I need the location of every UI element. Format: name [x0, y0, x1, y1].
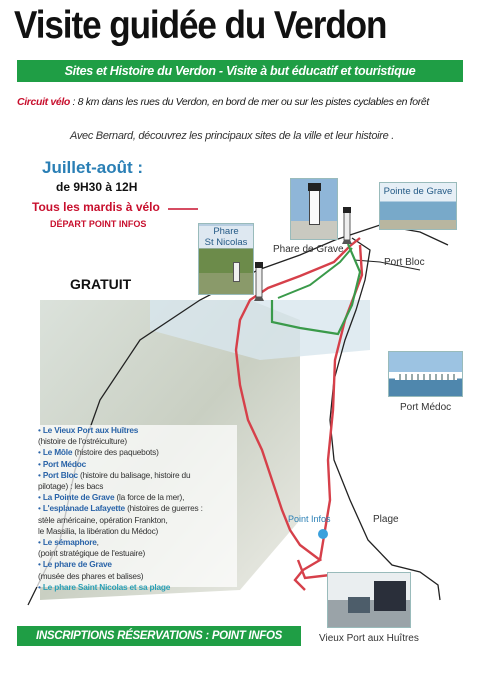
lighthouse-photo-top — [308, 183, 321, 191]
list-item: (histoire de l'ostréiculture) — [38, 436, 127, 447]
list-item: • Le Môle (histoire des paquebots) — [38, 447, 237, 458]
photo-phare-de-grave — [290, 178, 338, 240]
circuit-label: Circuit vélo — [17, 96, 70, 108]
photo-port-medoc — [388, 351, 463, 397]
coastline-east — [330, 238, 440, 600]
point-infos-dot — [318, 529, 328, 539]
label-phare-de-grave: Phare de Grave — [273, 244, 344, 255]
label-port-medoc: Port Médoc — [400, 402, 452, 413]
price-label: GRATUIT — [70, 276, 132, 292]
page-title: Visite guidée du Verdon — [14, 4, 387, 47]
photo-pointe-de-grave — [379, 182, 457, 230]
subtitle-banner: Sites et Histoire du Verdon - Visite à but éducatif et touristique — [17, 60, 463, 82]
label-port-bloc: Port Bloc — [384, 257, 425, 268]
photo-label-phare-st-nicolas: Phare St Nicolas — [199, 226, 253, 248]
label-vieux-port: Vieux Port aux Huîtres — [319, 633, 419, 644]
hut-icon — [374, 581, 406, 611]
label-plage: Plage — [373, 514, 399, 525]
schedule-hours: de 9H30 à 12H — [56, 180, 138, 194]
list-item: • Port Bloc (histoire du balisage, histoire du — [38, 470, 237, 481]
photo-label-pointe-de-grave: Pointe de Grave — [383, 186, 453, 197]
hut-icon-small — [348, 597, 370, 613]
photo-phare-st-nicolas — [198, 223, 254, 295]
boats-icon — [395, 374, 457, 380]
list-item: • Le phare Saint Nicolas et sa plage — [38, 582, 237, 593]
lighthouse-photo-tower — [309, 189, 320, 225]
list-item: pilotage) : les bacs — [38, 481, 104, 492]
schedule-months: Juillet-août : — [42, 158, 144, 177]
intro-text: Avec Bernard, découvrez les principaux sites de la ville et leur histoire . — [70, 130, 394, 142]
photo-vieux-port — [327, 572, 411, 628]
lighthouse-photo-icon — [233, 262, 240, 282]
list-item: stèle américaine, opération Frankton, — [38, 514, 168, 525]
list-item: • Le phare de Grave — [38, 559, 237, 570]
list-item: (musée des phares et balises) — [38, 570, 144, 581]
list-item: • La Pointe de Grave (la force de la mer), — [38, 492, 237, 503]
list-item: • Port Médoc — [38, 459, 237, 470]
list-item: • L'esplanade Lafayette (histoires de guerres : — [38, 503, 237, 514]
list-item: (point stratégique de l'estuaire) — [38, 548, 146, 559]
list-item: • Le Vieux Port aux Huîtres — [38, 425, 237, 436]
list-item: le Massilia, la libération du Médoc) — [38, 525, 159, 536]
schedule-day: Tous les mardis à vélo — [32, 200, 160, 214]
lighthouse-icon-grave — [342, 207, 352, 244]
circuit-text: : 8 km dans les rues du Verdon, en bord de mer ou sur les pistes cyclables en forêt — [69, 96, 429, 108]
list-item: • Le sémaphore, — [38, 537, 237, 548]
label-point-infos: Point Infos — [288, 514, 331, 524]
sites-list — [32, 425, 237, 592]
inscriptions-banner: INSCRIPTIONS RÉSERVATIONS : POINT INFOS — [17, 626, 301, 646]
schedule-departure: DÉPART POINT INFOS — [50, 219, 147, 229]
